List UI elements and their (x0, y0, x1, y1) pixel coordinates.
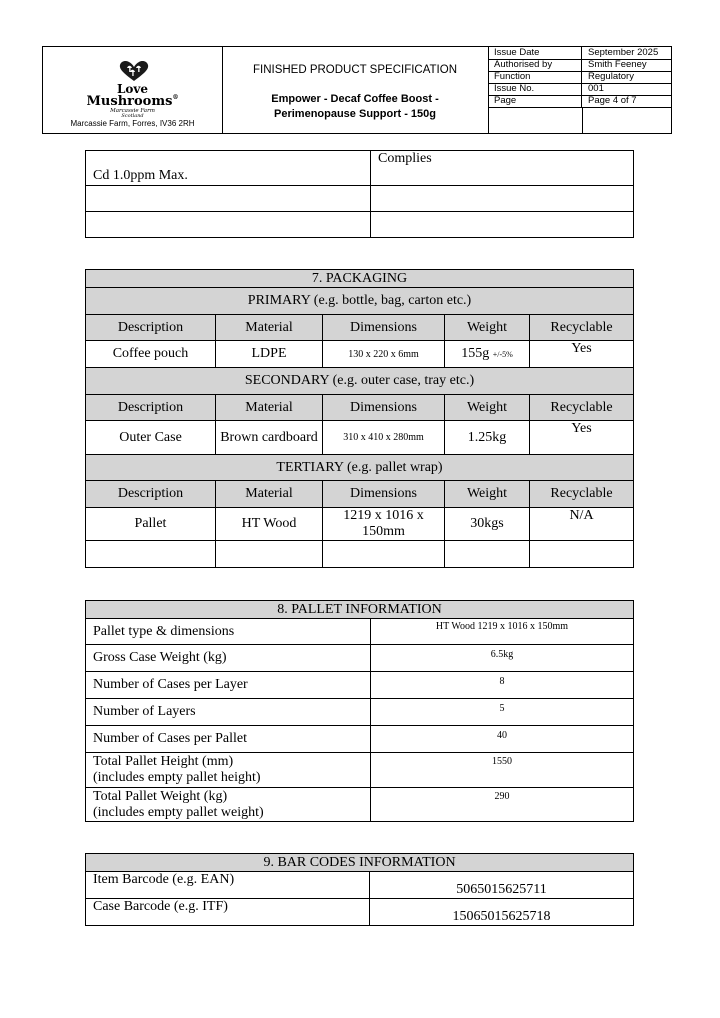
column-header: Recyclable (530, 481, 634, 508)
title-cell (222, 47, 489, 133)
table-row (86, 753, 634, 788)
pallet-label-note: (includes empty pallet height) (93, 770, 261, 785)
pallet-value: 40 (371, 726, 634, 753)
primary-label: PRIMARY (e.g. bottle, bag, carton etc.) (86, 288, 634, 315)
column-header: Material (216, 481, 323, 508)
result-cell (371, 186, 634, 212)
weight-cell: 30kgs (445, 508, 530, 541)
pallet-value: 5 (371, 699, 634, 726)
subsection-row (86, 455, 634, 481)
meta-blank-row (488, 107, 671, 133)
document-header (42, 46, 672, 134)
document-meta (488, 47, 671, 133)
table-row (86, 619, 634, 645)
table-row (86, 726, 634, 753)
barcode-value: 15065015625718 (370, 899, 634, 926)
material-cell: HT Wood (216, 508, 323, 541)
section-title-row (86, 270, 634, 288)
meta-key: Authorised by (488, 59, 582, 71)
pallet-label: Number of Layers (86, 699, 371, 726)
recyclable-cell: N/A (530, 508, 634, 541)
column-header: Dimensions (323, 315, 445, 341)
brand-sub-2: Scotland (121, 113, 144, 119)
recyclable-cell: Yes (530, 421, 634, 455)
subsection-row (86, 288, 634, 315)
meta-value: Page 4 of 7 (588, 95, 637, 106)
meta-key: Issue Date (488, 47, 582, 59)
column-header: Weight (445, 481, 530, 508)
description-cell: Coffee pouch (86, 341, 216, 368)
meta-value: Smith Feeney (588, 59, 647, 70)
table-row-empty (86, 541, 634, 568)
pallet-label: Total Pallet Height (mm) (93, 754, 234, 769)
column-header: Weight (445, 395, 530, 421)
barcodes-table (85, 853, 634, 926)
column-header: Description (86, 481, 216, 508)
description-cell: Outer Case (86, 421, 216, 455)
column-header: Recyclable (530, 395, 634, 421)
pallet-label: Gross Case Weight (kg) (86, 645, 371, 672)
result-cell: Complies (371, 151, 634, 186)
logo-cell (43, 47, 223, 133)
column-header: Recyclable (530, 315, 634, 341)
meta-key: Page (488, 95, 582, 107)
table-row (86, 151, 634, 186)
meta-value: Regulatory (588, 71, 634, 82)
recyclable-cell: Yes (530, 341, 634, 368)
column-header: Weight (445, 315, 530, 341)
secondary-label: SECONDARY (e.g. outer case, tray etc.) (86, 368, 634, 395)
brand-line-1: Love (116, 82, 149, 96)
spec-cell: Cd 1.0ppm Max. (86, 151, 371, 186)
column-header: Material (216, 315, 323, 341)
result-cell (371, 212, 634, 238)
company-address: Marcassie Farm, Forres, IV36 2RH (70, 119, 195, 128)
pallet-label: Pallet type & dimensions (86, 619, 371, 645)
table-row (86, 508, 634, 541)
material-cell: Brown cardboard (216, 421, 323, 455)
trademark-mark: ® (172, 94, 179, 101)
spec-cell (86, 212, 371, 238)
pallet-value: 1550 (371, 753, 634, 788)
column-header-row (86, 395, 634, 421)
table-row (86, 645, 634, 672)
pallet-label-note: (includes empty pallet weight) (93, 804, 264, 820)
subsection-row (86, 368, 634, 395)
tertiary-label: TERTIARY (e.g. pallet wrap) (86, 455, 634, 481)
table-row (86, 186, 634, 212)
product-name: Empower - Decaf Coffee Boost - Perimenopause Support - 150g (271, 93, 439, 120)
brand-name: Mushrooms (86, 94, 173, 109)
contaminants-table (85, 150, 634, 238)
pallet-value: 290 (371, 788, 634, 822)
material-cell: LDPE (216, 341, 323, 368)
spec-cell (86, 186, 371, 212)
pallet-label-multiline (86, 753, 371, 788)
table-row (86, 672, 634, 699)
pallet-value: 8 (371, 672, 634, 699)
column-header-row (86, 481, 634, 508)
table-row (86, 341, 634, 368)
column-header: Description (86, 395, 216, 421)
meta-value: September 2025 (588, 47, 659, 58)
column-header: Description (86, 315, 216, 341)
column-header: Dimensions (323, 481, 445, 508)
brand-line-2 (43, 94, 222, 109)
pallet-label: Number of Cases per Layer (86, 672, 371, 699)
column-header: Material (216, 395, 323, 421)
section-title-row (86, 601, 634, 619)
brand-sub-1: Marcassie Farm (110, 108, 155, 114)
weight-cell: 1.25kg (445, 421, 530, 455)
column-header: Dimensions (323, 395, 445, 421)
pallet-table (85, 600, 634, 822)
table-row (86, 699, 634, 726)
table-row (86, 788, 634, 822)
pallet-value: 6.5kg (371, 645, 634, 672)
packaging-title: 7. PACKAGING (86, 270, 634, 288)
description-cell: Pallet (86, 508, 216, 541)
dimensions-cell: 130 x 220 x 6mm (323, 341, 445, 368)
column-header-row (86, 315, 634, 341)
weight-tolerance: +/-5% (492, 350, 513, 359)
pallet-label-multiline (86, 788, 371, 822)
meta-key: Function (488, 71, 582, 83)
pallet-title: 8. PALLET INFORMATION (86, 601, 634, 619)
meta-key: Issue No. (488, 83, 582, 95)
table-row (86, 212, 634, 238)
table-row (86, 872, 634, 899)
pallet-value: HT Wood 1219 x 1016 x 150mm (371, 619, 634, 645)
barcodes-title: 9. BAR CODES INFORMATION (86, 854, 634, 872)
dimensions-cell: 310 x 410 x 280mm (323, 421, 445, 455)
pallet-label: Total Pallet Weight (kg) (93, 788, 228, 804)
table-row (86, 421, 634, 455)
weight-cell (445, 341, 530, 368)
barcode-label: Item Barcode (e.g. EAN) (86, 872, 370, 899)
packaging-table (85, 269, 634, 568)
pallet-label: Number of Cases per Pallet (86, 726, 371, 753)
dimensions-cell: 1219 x 1016 x 150mm (323, 508, 445, 541)
document-type: FINISHED PRODUCT SPECIFICATION (252, 64, 458, 76)
meta-value: 001 (588, 83, 604, 94)
table-row (86, 899, 634, 926)
section-title-row (86, 854, 634, 872)
barcode-label: Case Barcode (e.g. ITF) (86, 899, 370, 926)
barcode-value: 5065015625711 (370, 872, 634, 899)
mushroom-heart-logo-icon (117, 59, 151, 83)
weight-value: 155g (461, 346, 490, 361)
